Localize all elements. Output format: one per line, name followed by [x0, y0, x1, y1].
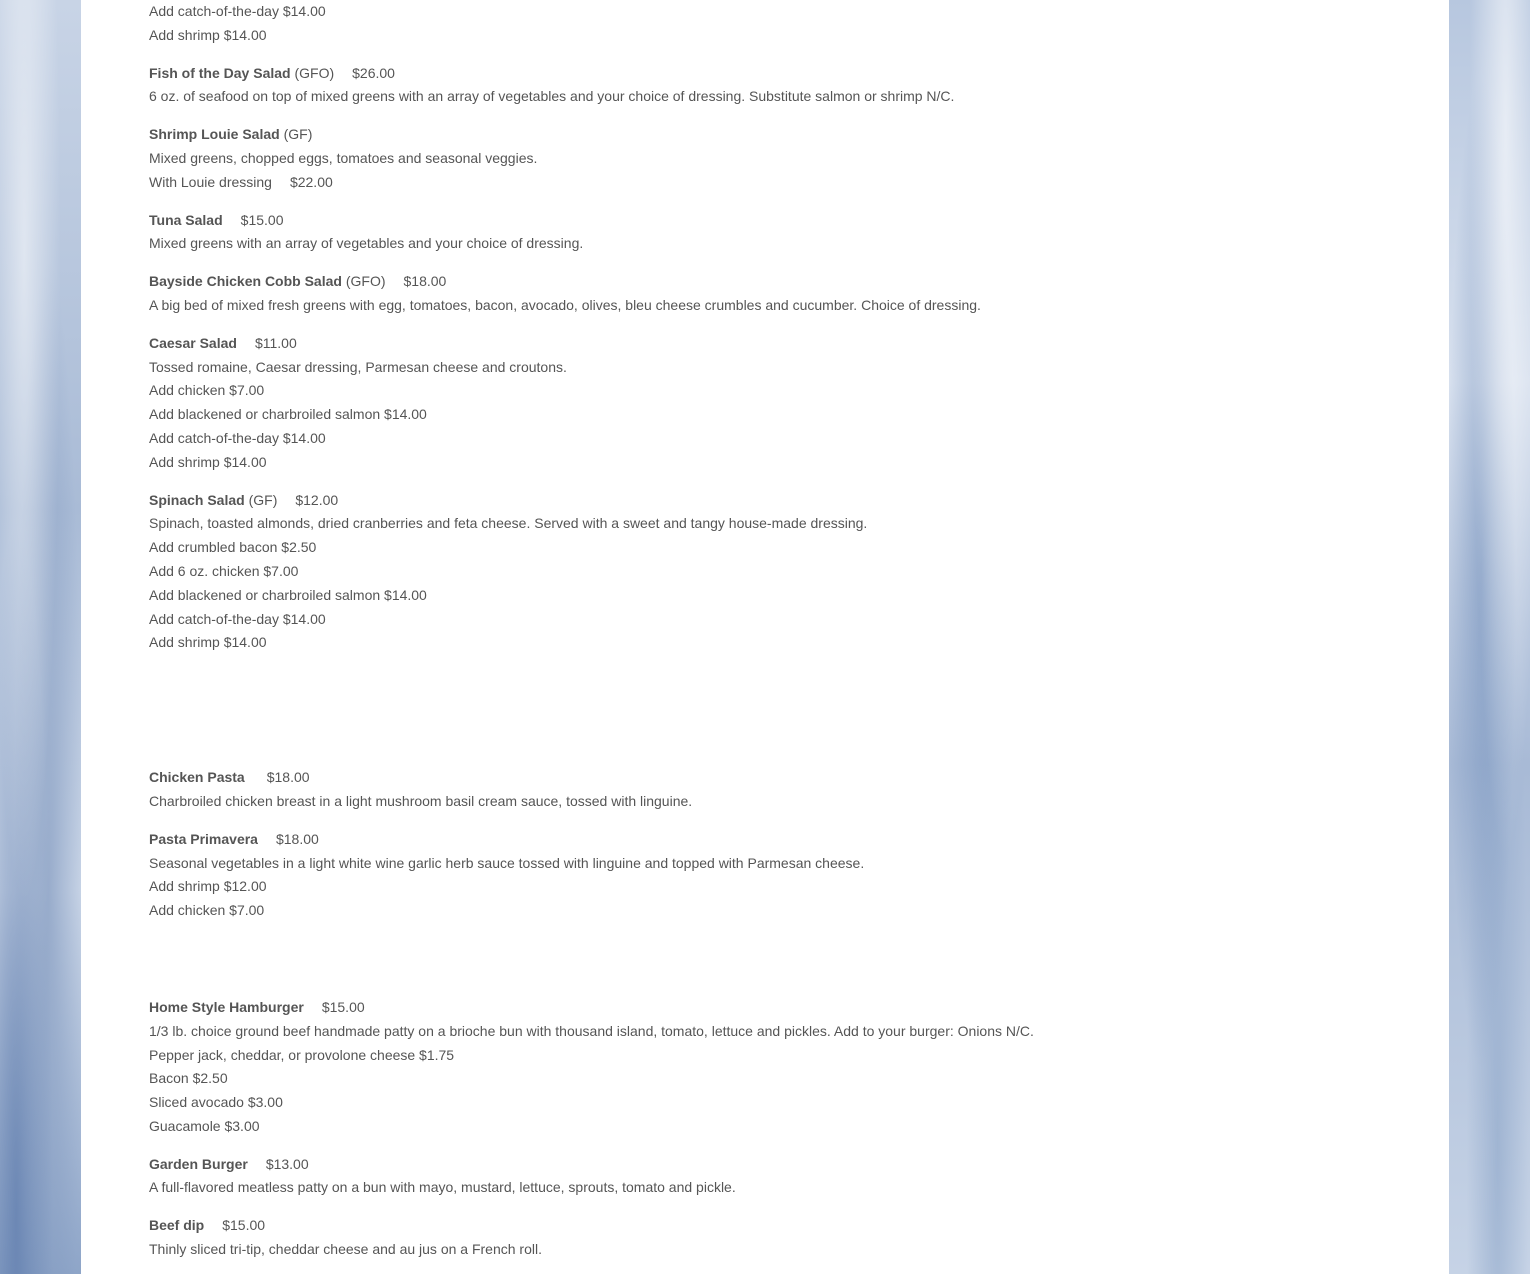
addon-line: Add blackened or charbroiled salmon $14.00 [149, 586, 427, 603]
item-price: $18.00 [403, 273, 447, 290]
background-left [0, 0, 81, 1274]
item-name: Fish of the Day Salad [149, 64, 291, 81]
item-price: $15.00 [321, 998, 365, 1015]
item-price: $12.00 [295, 491, 339, 508]
menu-item-chicken-pasta [149, 766, 1034, 814]
addon-line: Sliced avocado $3.00 [149, 1094, 283, 1111]
menu-item-caesar-salad [149, 332, 1034, 475]
item-name: Home Style Hamburger [149, 998, 304, 1015]
item-description: Thinly sliced tri-tip, cheddar cheese and au jus on a French roll. [149, 1241, 542, 1258]
item-name: Beef dip [149, 1217, 205, 1234]
item-price: $26.00 [352, 64, 395, 81]
item-name: Caesar Salad [149, 334, 237, 351]
menu-content-panel [81, 0, 1449, 1274]
addon-line: Add shrimp $12.00 [149, 878, 267, 895]
item-name: Bayside Chicken Cobb Salad [149, 273, 342, 290]
addon-line: Add catch-of-the-day $14.00 [149, 3, 326, 19]
item-name: Shrimp Louie Salad [149, 126, 280, 143]
addon-line: Add catch-of-the-day $14.00 [149, 610, 326, 627]
item-description: 1/3 lb. choice ground beef handmade patty on a brioche bun with thousand island, tomato, lettuce and pickles. Add to your burger: Onions N/C. [149, 1022, 1034, 1039]
item-tag: (GF) [248, 491, 278, 508]
addon-line: Add crumbled bacon $2.50 [149, 539, 317, 556]
item-description: Mixed greens, chopped eggs, tomatoes and seasonal veggies. [149, 149, 538, 166]
item-description: Seasonal vegetables in a light white wine garlic herb sauce tossed with linguine and topped with Parmesan cheese. [149, 854, 865, 871]
addon-line: Guacamole $3.00 [149, 1117, 260, 1134]
item-description: Spinach, toasted almonds, dried cranberries and feta cheese. Served with a sweet and tangy house-made dressing. [149, 515, 868, 532]
addon-line: Add shrimp $14.00 [149, 453, 267, 470]
menu-item-beef-dip [149, 1214, 1034, 1262]
item-price: $15.00 [240, 211, 284, 228]
item-tag: (GFO) [345, 273, 386, 290]
addon-line: Add chicken $7.00 [149, 382, 265, 399]
item-price: $11.00 [254, 334, 297, 351]
addon-line: Add blackened or charbroiled salmon $14.00 [149, 406, 427, 423]
item-description: A big bed of mixed fresh greens with egg, tomatoes, bacon, avocado, olives, bleu cheese crumbles and cucumber. Choice of dressing. [149, 296, 981, 313]
item-description: A full-flavored meatless patty on a bun with mayo, mustard, lettuce, sprouts, tomato and pickle. [149, 1179, 736, 1196]
item-description: Charbroiled chicken breast in a light mushroom basil cream sauce, tossed with linguine. [149, 792, 693, 809]
item-description: Tossed romaine, Caesar dressing, Parmesan cheese and croutons. [149, 358, 567, 375]
menu-item-home-style-hamburger [149, 996, 1034, 1139]
item-name: Spinach Salad [149, 491, 245, 508]
item-price: $18.00 [275, 830, 319, 847]
item-name: Tuna Salad [149, 211, 223, 228]
item-price: $22.00 [289, 173, 333, 190]
menu-list [149, 0, 1034, 1274]
menu-item-fish-of-the-day-salad [149, 62, 1034, 110]
item-tag: (GF) [283, 126, 313, 143]
item-price: $13.00 [265, 1155, 309, 1172]
item-option: With Louie dressing [149, 173, 272, 190]
item-name: Garden Burger [149, 1155, 248, 1172]
item-name: Pasta Primavera [149, 830, 258, 847]
menu-item-garden-burger [149, 1153, 1034, 1201]
item-tag: (GFO) [294, 64, 335, 81]
addon-line: Add 6 oz. chicken $7.00 [149, 562, 299, 579]
addon-line: Add chicken $7.00 [149, 902, 265, 919]
item-description: Mixed greens with an array of vegetables and your choice of dressing. [149, 235, 584, 252]
menu-item-spinach-salad [149, 489, 1034, 656]
background-right [1449, 0, 1530, 1274]
item-price: $15.00 [222, 1217, 266, 1234]
addon-line: Pepper jack, cheddar, or provolone cheese $1.75 [149, 1046, 455, 1063]
menu-item-shrimp-louie-salad [149, 123, 1034, 194]
item-name: Chicken Pasta [149, 769, 245, 786]
addon-line: Add shrimp $14.00 [149, 634, 267, 651]
item-description: 6 oz. of seafood on top of mixed greens with an array of vegetables and your choice of dressing. Substitute salmon or shrimp N/C. [149, 88, 955, 105]
addon-line: Add shrimp $14.00 [149, 26, 267, 43]
addon-line: Add catch-of-the-day $14.00 [149, 429, 326, 446]
menu-item-tuna-salad [149, 209, 1034, 257]
menu-item-pasta-primavera [149, 828, 1034, 923]
menu-item-bayside-chicken-cobb-salad [149, 270, 1034, 318]
addon-line: Bacon $2.50 [149, 1070, 228, 1087]
previous-item-addons [149, 0, 1034, 48]
item-price: $18.00 [266, 769, 310, 786]
